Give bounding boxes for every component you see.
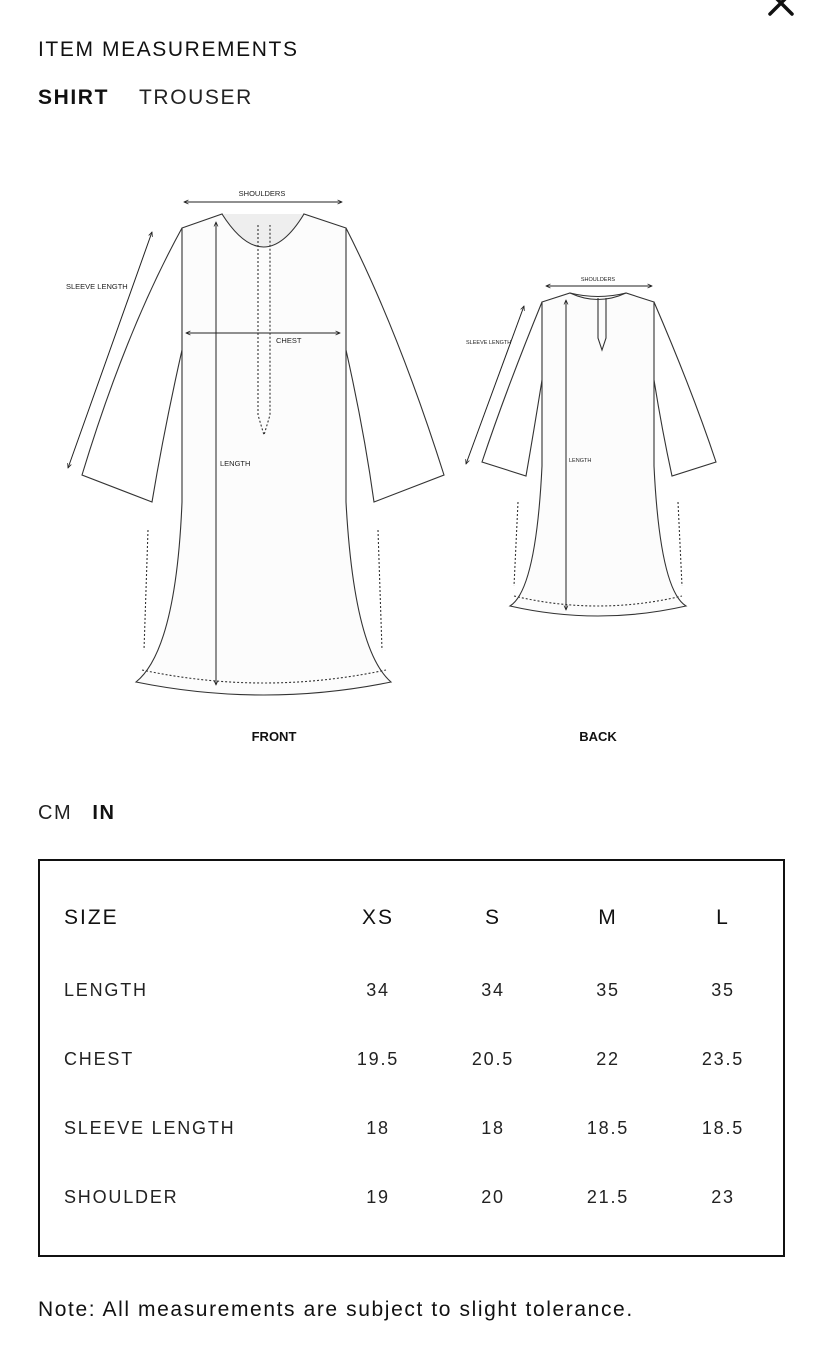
table-cell: 35: [711, 980, 735, 1000]
table-header-l: L: [716, 906, 730, 929]
size-table: [38, 859, 785, 1257]
row-label-chest: CHEST: [64, 1049, 135, 1069]
back-sleeve-label: SLEEVE LENGTH: [466, 340, 512, 346]
front-caption: FRONT: [251, 729, 297, 744]
table-header-s: S: [484, 906, 501, 929]
tolerance-note: Note: All measurements are subject to slight tolerance.: [38, 1298, 634, 1321]
row-label-sleeve-length: SLEEVE LENGTH: [64, 1118, 236, 1138]
tab-shirt[interactable]: SHIRT: [38, 86, 109, 109]
table-cell: 20.5: [471, 1049, 515, 1069]
table-cell: 18.5: [586, 1118, 630, 1138]
table-cell: 35: [596, 980, 620, 1000]
table-cell: 19.5: [356, 1049, 400, 1069]
front-sleeve-arrow: [68, 232, 152, 468]
table-cell: 34: [366, 980, 390, 1000]
table-cell: 20: [481, 1187, 505, 1207]
table-row: [40, 970, 783, 1010]
unit-toggle: [38, 802, 116, 825]
table-cell: 21.5: [586, 1187, 630, 1207]
close-icon: [765, 0, 797, 20]
table-header-xs: XS: [361, 906, 394, 929]
table-cell: 23: [711, 1187, 735, 1207]
garment-tabs: [38, 86, 253, 110]
table-row: [40, 1108, 783, 1148]
tab-trouser[interactable]: TROUSER: [139, 86, 253, 109]
row-label-length: LENGTH: [64, 980, 148, 1000]
table-cell: 18: [481, 1118, 505, 1138]
unit-in[interactable]: IN: [92, 802, 116, 824]
row-label-shoulder: SHOULDER: [64, 1187, 179, 1207]
table-cell: 18: [366, 1118, 390, 1138]
front-length-label: LENGTH: [220, 459, 251, 468]
table-cell: 22: [596, 1049, 620, 1069]
table-header-m: M: [598, 906, 618, 929]
table-header-row: [40, 898, 783, 938]
table-cell: 19: [366, 1187, 390, 1207]
table-cell: 18.5: [701, 1118, 745, 1138]
back-length-label: LENGTH: [569, 458, 592, 464]
table-cell: 23.5: [701, 1049, 745, 1069]
page-title: ITEM MEASUREMENTS: [38, 38, 299, 61]
table-row: [40, 1039, 783, 1079]
back-shoulders-label: SHOULDERS: [580, 277, 616, 283]
back-sleeve-arrow: [466, 306, 524, 464]
front-shirt-drawing: [82, 214, 444, 695]
back-caption: BACK: [579, 729, 617, 744]
measurement-diagram: [36, 130, 786, 780]
unit-cm[interactable]: CM: [38, 802, 73, 824]
table-cell: 34: [481, 980, 505, 1000]
front-shoulders-label: SHOULDERS: [238, 189, 286, 198]
table-header-size: SIZE: [64, 906, 119, 929]
back-shirt-drawing: [482, 293, 716, 616]
front-chest-label: CHEST: [276, 336, 302, 345]
table-row: [40, 1177, 783, 1217]
close-button[interactable]: [765, 0, 797, 20]
front-sleeve-label: SLEEVE LENGTH: [66, 282, 128, 291]
